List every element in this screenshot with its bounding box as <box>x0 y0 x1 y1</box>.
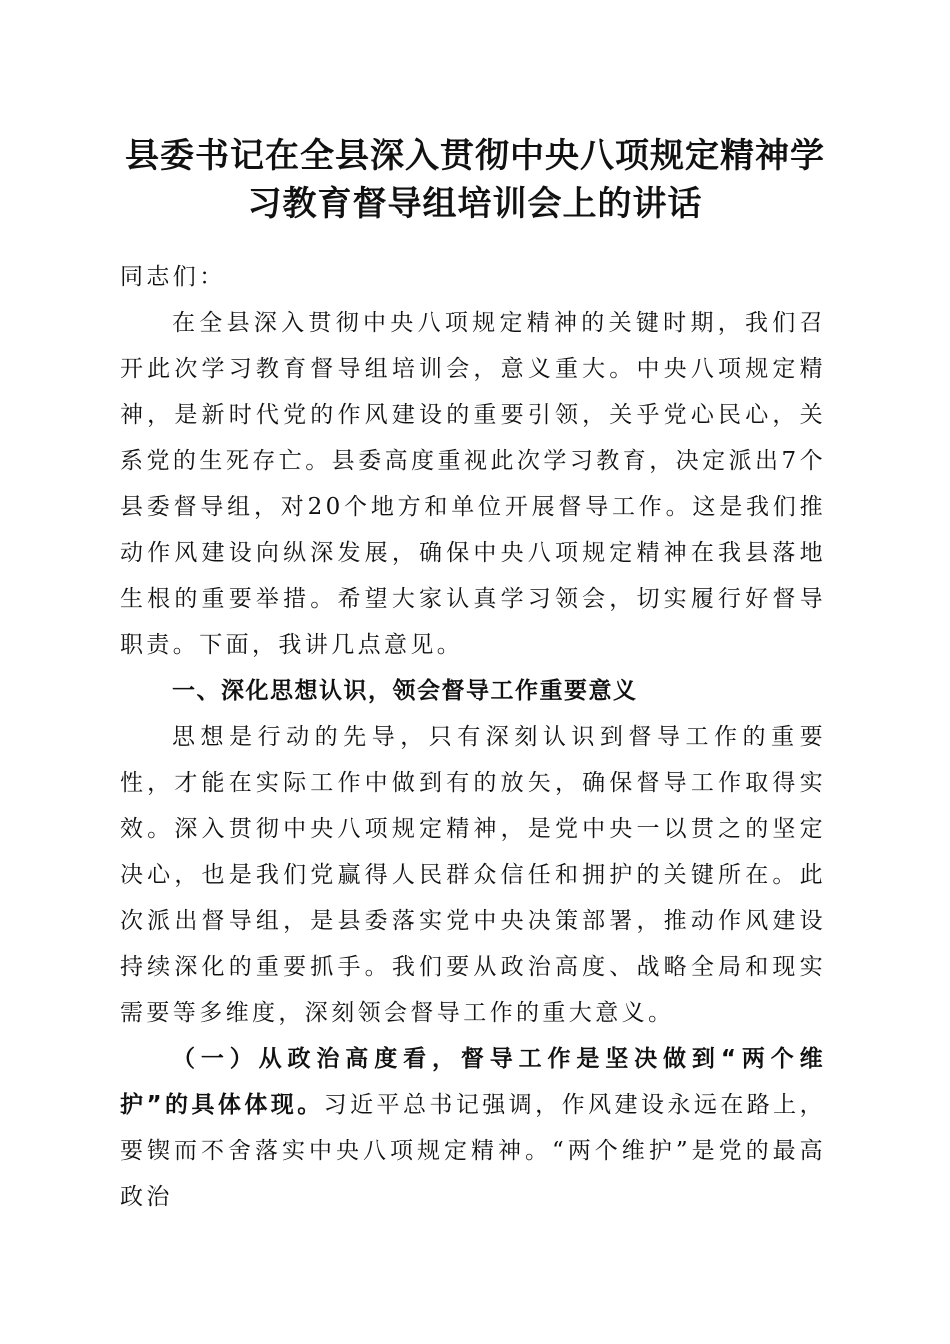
subsection-1-paragraph <box>120 1036 826 1220</box>
title-line-1: 县委书记在全县深入贯彻中央八项规定精神学 <box>125 136 825 176</box>
intro-paragraph: 在全县深入贯彻中央八项规定精神的关键时期，我们召开此次学习教育督导组培训会，意义重大。中央八项规定精神，是新时代党的作风建设的重要引领，关乎党心民心，关系党的生死存亡。县委高度重视此次学习教育，决定派出7个县委督导组，对20个地方和单位开展督导工作。这是我们推动作风建设向纵深发展，确保中央八项规定精神在我县落地生根的重要举措。希望大家认真学习领会，切实履行好督导职责。下面，我讲几点意见。 <box>120 310 826 658</box>
salutation: 同志们： <box>120 264 226 290</box>
title-line-2: 习教育督导组培训会上的讲话 <box>247 184 703 224</box>
subsection-1-heading: （一）从政治高度看，督导工作是坚决做到“两个维护”的具体体现。 <box>120 1046 826 1118</box>
document-title <box>100 132 850 228</box>
section-1-paragraph: 思想是行动的先导，只有深刻认识到督导工作的重要性，才能在实际工作中做到有的放矢，确保督导工作取得实效。深入贯彻中央八项规定精神，是党中央一以贯之的坚定决心，也是我们党赢得人民群众信任和拥护的关键所在。此次派出督导组，是县委落实党中央决策部署，推动作风建设持续深化的重要抓手。我们要从政治高度、战略全局和现实需要等多维度，深刻领会督导工作的重大意义。 <box>120 724 826 1026</box>
document-body <box>120 254 826 1220</box>
section-1-heading: 一、深化思想认识，领会督导工作重要意义 <box>172 678 638 704</box>
subsection-1-text: 习近平总书记强调，作风建设永远在路上，要锲而不舍落实中央八项规定精神。“两个维护”是党的最高政治 <box>120 1092 826 1210</box>
